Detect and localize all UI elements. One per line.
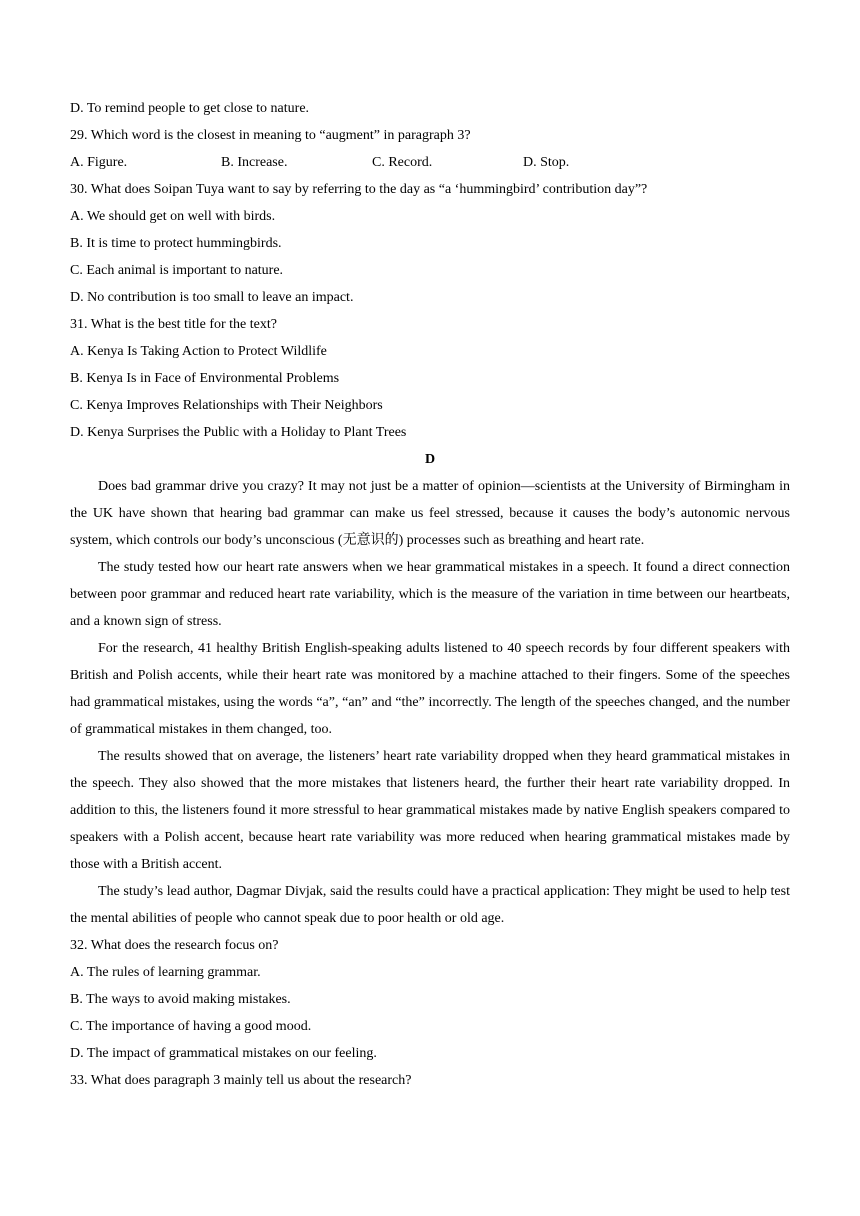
- q30-question: 30. What does Soipan Tuya want to say by referring to the day as “a ‘hummingbird’ contribution day”?: [70, 182, 648, 197]
- q32-option-b: B. The ways to avoid making mistakes.: [70, 992, 291, 1007]
- q32-option-c: C. The importance of having a good mood.: [70, 1019, 312, 1034]
- q28-option-d: D. To remind people to get close to nature.: [70, 101, 310, 116]
- q30-option-d: D. No contribution is too small to leave an impact.: [70, 290, 354, 305]
- q31-question: 31. What is the best title for the text?: [70, 317, 277, 332]
- q30-option-c: C. Each animal is important to nature.: [70, 263, 284, 278]
- passage-paragraph-5: The study’s lead author, Dagmar Divjak, said the results could have a practical application: They might be used to help test the mental abilities of people who cannot speak due to poor health or old age.: [70, 884, 790, 926]
- q31-option-b: B. Kenya Is in Face of Environmental Problems: [70, 371, 340, 386]
- q29-options: [70, 149, 790, 176]
- section-heading: D: [424, 452, 436, 467]
- q30-option-b: B. It is time to protect hummingbirds.: [70, 236, 282, 251]
- q29-option-d: D. Stop.: [523, 155, 570, 170]
- passage-paragraph-3: For the research, 41 healthy British English-speaking adults listened to 40 speech records by four different speakers with British and Polish accents, while their heart rate was monitored by a machine attached to their fingers. Some of the speeches had grammatical mistakes, using the words “a”, “an” and “the” incorrectly. The length of the speeches changed, and the number of grammatical mistakes in them changed, too.: [70, 641, 790, 737]
- q32-option-a: A. The rules of learning grammar.: [70, 965, 261, 980]
- passage-paragraph-2: The study tested how our heart rate answers when we hear grammatical mistakes in a speech. It found a direct connection between poor grammar and reduced heart rate variability, which is the measure of the variation in time between our heartbeats, and a known sign of stress.: [70, 560, 790, 629]
- passage-paragraph-1: Does bad grammar drive you crazy? It may not just be a matter of opinion—scientists at the University of Birmingham in the UK have shown that hearing bad grammar can make us feel stressed, because it causes the body’s autonomic nervous system, which controls our body’s unconscious (无意识的) processes such as breathing and heart rate.: [70, 479, 790, 548]
- q31-option-a: A. Kenya Is Taking Action to Protect Wildlife: [70, 344, 327, 359]
- q31-option-c: C. Kenya Improves Relationships with Their Neighbors: [70, 398, 383, 413]
- q29-option-a: A. Figure.: [70, 155, 128, 170]
- q29-option-b: B. Increase.: [221, 155, 288, 170]
- q29-question: 29. Which word is the closest in meaning to “augment” in paragraph 3?: [70, 128, 471, 143]
- q29-option-c: C. Record.: [372, 155, 433, 170]
- q30-option-a: A. We should get on well with birds.: [70, 209, 276, 224]
- q32-option-d: D. The impact of grammatical mistakes on our feeling.: [70, 1046, 377, 1061]
- q32-question: 32. What does the research focus on?: [70, 938, 279, 953]
- passage-paragraph-4: The results showed that on average, the listeners’ heart rate variability dropped when they heard grammatical mistakes in the speech. They also showed that the more mistakes that listeners heard, the further their heart rate variability dropped. In addition to this, the listeners found it more stressful to hear grammatical mistakes made by native English speakers compared to speakers with a Polish accent, because heart rate variability was more reduced when hearing grammatical mistakes made by those with a British accent.: [70, 749, 790, 872]
- q31-option-d: D. Kenya Surprises the Public with a Holiday to Plant Trees: [70, 425, 407, 440]
- q33-question: 33. What does paragraph 3 mainly tell us about the research?: [70, 1073, 412, 1088]
